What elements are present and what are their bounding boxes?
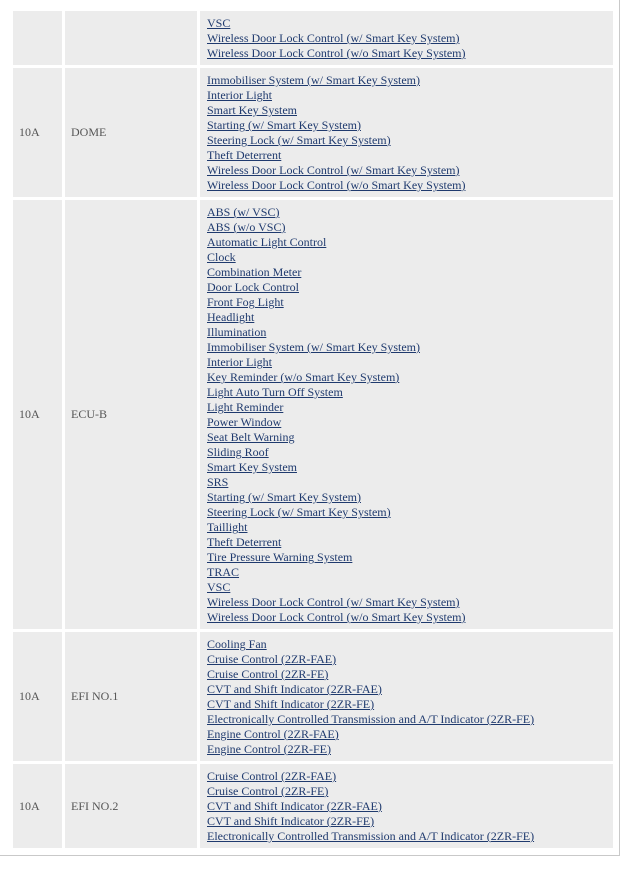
system-link[interactable]: ABS (w/ VSC) [207,205,280,219]
system-link[interactable]: Door Lock Control [207,280,299,294]
table-row [13,200,613,629]
system-link[interactable]: CVT and Shift Indicator (2ZR-FAE) [207,799,382,813]
amperage-cell: 10A [13,632,62,761]
system-link[interactable]: Starting (w/ Smart Key System) [207,118,361,132]
table-row [13,764,613,848]
system-link[interactable]: Cooling Fan [207,637,267,651]
system-link[interactable]: Steering Lock (w/ Smart Key System) [207,505,391,519]
system-link[interactable]: Engine Control (2ZR-FE) [207,742,331,756]
systems-cell [200,68,613,197]
system-link[interactable]: Immobiliser System (w/ Smart Key System) [207,73,420,87]
system-link[interactable]: ABS (w/o VSC) [207,220,286,234]
system-link[interactable]: Sliding Roof [207,445,269,459]
system-link[interactable]: CVT and Shift Indicator (2ZR-FAE) [207,682,382,696]
system-link-list [207,16,605,61]
amperage-cell: 10A [13,764,62,848]
fuse-table-body [13,11,613,848]
fuse-name-cell [65,11,197,65]
system-link[interactable]: Tire Pressure Warning System [207,550,353,564]
systems-cell [200,632,613,761]
system-link[interactable]: Light Reminder [207,400,284,414]
system-link-list [207,769,605,844]
system-link[interactable]: Light Auto Turn Off System [207,385,343,399]
system-link[interactable]: Wireless Door Lock Control (w/ Smart Key System) [207,595,460,609]
system-link[interactable]: Key Reminder (w/o Smart Key System) [207,370,400,384]
system-link[interactable]: Interior Light [207,355,272,369]
system-link[interactable]: TRAC [207,565,240,579]
table-row [13,632,613,761]
system-link[interactable]: CVT and Shift Indicator (2ZR-FE) [207,814,375,828]
system-link[interactable]: Front Fog Light [207,295,284,309]
system-link-list [207,637,605,757]
system-link[interactable]: VSC [207,16,231,30]
system-link[interactable]: Engine Control (2ZR-FAE) [207,727,339,741]
systems-cell [200,764,613,848]
fuse-table [10,8,616,851]
table-row [13,11,613,65]
system-link[interactable]: Wireless Door Lock Control (w/o Smart Key System) [207,178,466,192]
system-link[interactable]: SRS [207,475,229,489]
fuse-name-cell: EFI NO.2 [65,764,197,848]
systems-cell [200,200,613,629]
system-link[interactable]: Electronically Controlled Transmission and A/T Indicator (2ZR-FE) [207,712,535,726]
system-link[interactable]: Smart Key System [207,460,297,474]
system-link[interactable]: Power Window [207,415,282,429]
system-link[interactable]: Wireless Door Lock Control (w/o Smart Key System) [207,610,466,624]
system-link[interactable]: Smart Key System [207,103,297,117]
system-link[interactable]: Illumination [207,325,267,339]
table-row [13,68,613,197]
system-link[interactable]: VSC [207,580,231,594]
system-link-list [207,205,605,625]
system-link[interactable]: Electronically Controlled Transmission and A/T Indicator (2ZR-FE) [207,829,535,843]
fuse-name-cell: DOME [65,68,197,197]
system-link[interactable]: Cruise Control (2ZR-FE) [207,667,329,681]
system-link[interactable]: Starting (w/ Smart Key System) [207,490,361,504]
system-link[interactable]: Steering Lock (w/ Smart Key System) [207,133,391,147]
amperage-cell: 10A [13,200,62,629]
systems-cell [200,11,613,65]
system-link[interactable]: Wireless Door Lock Control (w/ Smart Key System) [207,31,460,45]
system-link[interactable]: Combination Meter [207,265,302,279]
system-link[interactable]: Cruise Control (2ZR-FAE) [207,769,337,783]
system-link[interactable]: Cruise Control (2ZR-FAE) [207,652,337,666]
system-link[interactable]: Wireless Door Lock Control (w/ Smart Key System) [207,163,460,177]
fuse-name-cell: ECU-B [65,200,197,629]
system-link[interactable]: Theft Deterrent [207,535,282,549]
system-link[interactable]: Theft Deterrent [207,148,282,162]
fuse-name-cell: EFI NO.1 [65,632,197,761]
amperage-cell: 10A [13,68,62,197]
system-link[interactable]: Taillight [207,520,248,534]
amperage-cell [13,11,62,65]
system-link[interactable]: Cruise Control (2ZR-FE) [207,784,329,798]
system-link[interactable]: Headlight [207,310,255,324]
system-link[interactable]: Clock [207,250,236,264]
system-link[interactable]: Interior Light [207,88,272,102]
system-link[interactable]: Immobiliser System (w/ Smart Key System) [207,340,420,354]
system-link[interactable]: Automatic Light Control [207,235,327,249]
system-link-list [207,73,605,193]
system-link[interactable]: Seat Belt Warning [207,430,295,444]
system-link[interactable]: CVT and Shift Indicator (2ZR-FE) [207,697,375,711]
system-link[interactable]: Wireless Door Lock Control (w/o Smart Key System) [207,46,466,60]
